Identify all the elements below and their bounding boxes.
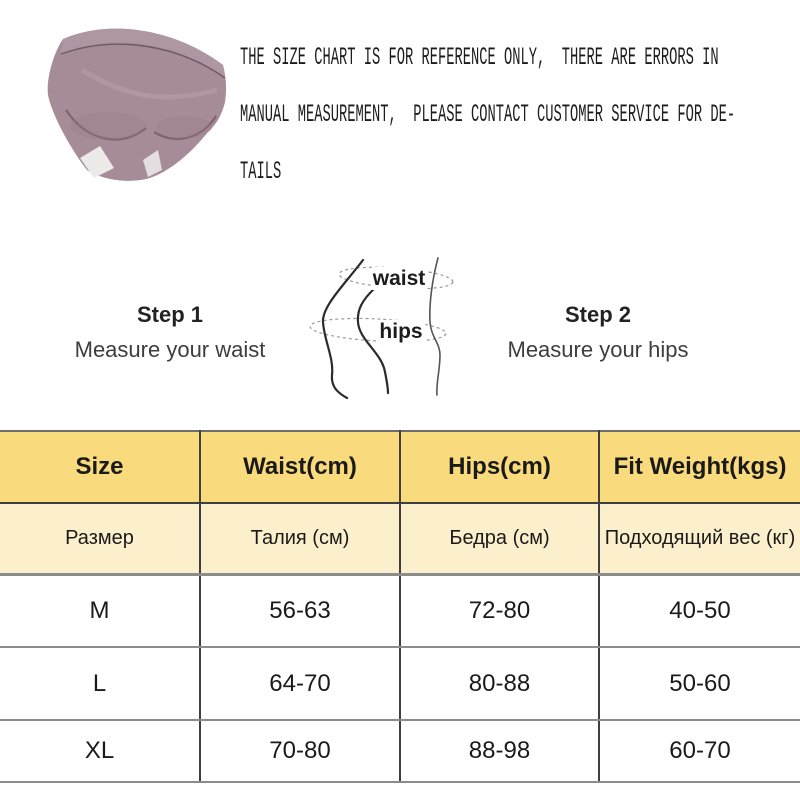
cell-size: XL bbox=[0, 720, 200, 782]
cell-waist: 64-70 bbox=[200, 647, 400, 720]
header-waist: Waist(cm) bbox=[200, 431, 400, 503]
cell-waist: 56-63 bbox=[200, 574, 400, 647]
cell-waist: 70-80 bbox=[200, 720, 400, 782]
cell-size: L bbox=[0, 647, 200, 720]
header-size: Size bbox=[0, 431, 200, 503]
header-size-ru: Размер bbox=[0, 503, 200, 574]
disclaimer-line: THE SIZE CHART IS FOR REFERENCE ONLY, THERE ARE ERRORS IN bbox=[240, 43, 719, 72]
cell-weight: 60-70 bbox=[599, 720, 800, 782]
hips-label: hips bbox=[379, 320, 423, 343]
size-table-header-ru bbox=[0, 503, 800, 574]
cell-size: M bbox=[0, 574, 200, 647]
table-row-xl bbox=[0, 720, 800, 782]
cell-weight: 40-50 bbox=[599, 574, 800, 647]
header-hips-ru: Бедра (см) bbox=[400, 503, 599, 574]
size-table bbox=[0, 430, 800, 783]
table-row-m bbox=[0, 574, 800, 647]
step-2-subtitle: Measure your hips bbox=[507, 337, 689, 362]
step-2-title: Step 2 bbox=[564, 302, 632, 327]
step-1-block bbox=[60, 302, 280, 363]
cell-weight: 50-60 bbox=[599, 647, 800, 720]
cell-hips: 72-80 bbox=[400, 574, 599, 647]
header-fit-weight-ru: Подходящий вес (кг) bbox=[599, 503, 800, 574]
header-fit-weight: Fit Weight(kgs) bbox=[599, 431, 800, 503]
header-hips: Hips(cm) bbox=[400, 431, 599, 503]
table-row-l bbox=[0, 647, 800, 720]
body-measurement-figure bbox=[298, 246, 466, 408]
size-table-header-en bbox=[0, 431, 800, 503]
cell-hips: 80-88 bbox=[400, 647, 599, 720]
cell-hips: 88-98 bbox=[400, 720, 599, 782]
hips-measure-ellipse bbox=[310, 315, 447, 344]
step-1-subtitle: Measure your waist bbox=[74, 337, 266, 362]
disclaimer-line: TAILS bbox=[240, 157, 282, 186]
waist-label: waist bbox=[372, 267, 426, 290]
panties-photo bbox=[12, 10, 240, 202]
step-2-block bbox=[488, 302, 708, 363]
body-outline-diagram bbox=[298, 246, 466, 408]
disclaimer-line: MANUAL MEASUREMENT, PLEASE CONTACT CUSTOMER SERVICE FOR DE- bbox=[240, 100, 736, 129]
header-waist-ru: Талия (см) bbox=[200, 503, 400, 574]
step-1-title: Step 1 bbox=[136, 302, 204, 327]
panties-illustration bbox=[12, 10, 240, 202]
